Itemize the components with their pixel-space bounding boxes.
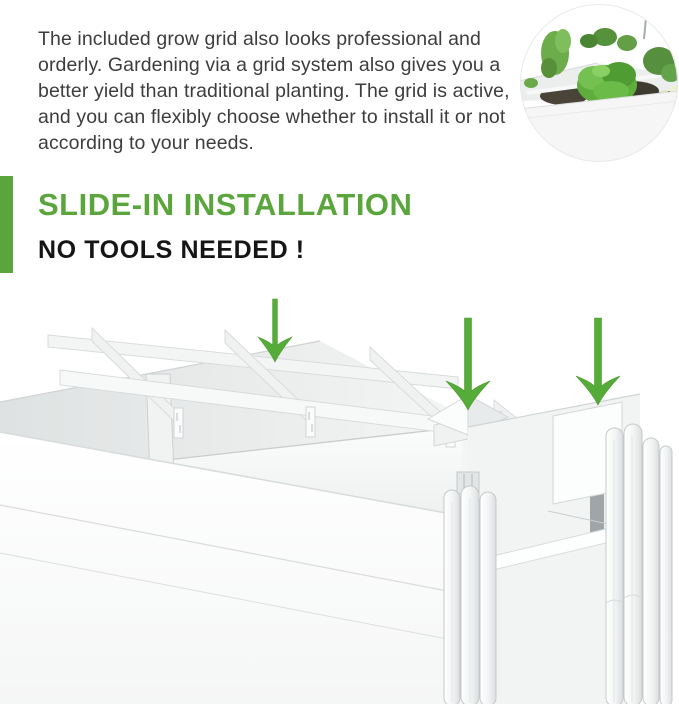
headline-title: SLIDE-IN INSTALLATION: [38, 187, 413, 222]
down-arrow: [576, 318, 620, 405]
corner-posts-middle: [444, 472, 496, 704]
bed-render: [0, 290, 679, 704]
corner-posts-right: [606, 424, 672, 704]
accent-bar: [0, 176, 13, 273]
inset-photo: [519, 3, 679, 163]
description-paragraph: The included grow grid also looks professional and orderly. Gardening via a grid system also gives you a better yield than traditional planting. The grid is active, and you can flexibly choose whether to install it or not according to your needs.: [38, 28, 510, 154]
headline-subtitle: NO TOOLS NEEDED !: [38, 236, 305, 264]
bed-render-graphic: [0, 290, 679, 704]
down-arrow: [446, 318, 490, 410]
planted-bed-photo-graphic: [519, 3, 679, 163]
